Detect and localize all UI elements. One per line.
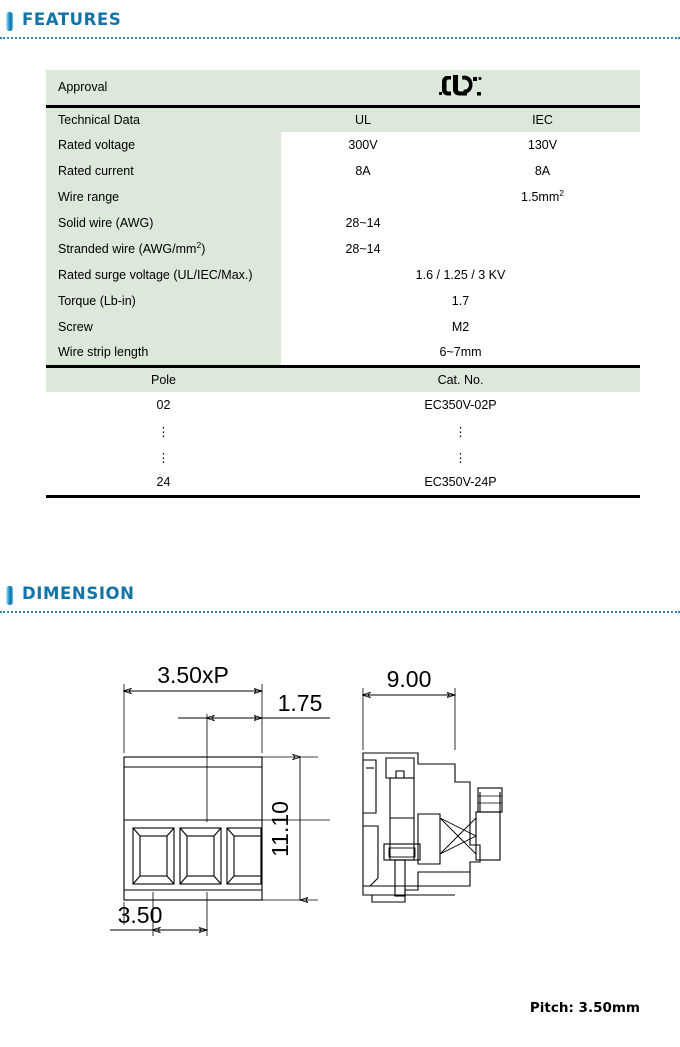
pole-value: ⋮ [46, 444, 281, 470]
table-row [46, 132, 640, 158]
row-value-iec [445, 184, 640, 210]
row-label: Rated surge voltage (UL/IEC/Max.) [46, 262, 281, 288]
section-bar-icon [6, 586, 13, 605]
cat-no-value: ⋮ [281, 444, 640, 470]
row-value-iec-text: 1.5mm [521, 190, 560, 204]
row-value-merged: 1.6 / 1.25 / 3 KV [281, 262, 640, 288]
row-value-iec: 130V [445, 132, 640, 158]
pole-value: 02 [46, 392, 281, 418]
dim-label-depth: 9.00 [386, 666, 432, 692]
table-row [46, 444, 640, 470]
row-label: Rated voltage [46, 132, 281, 158]
row-value-merged: 6~7mm [281, 340, 640, 366]
table-row [46, 392, 640, 418]
row-label: Torque (Lb-in) [46, 288, 281, 314]
row-label-tail: ) [201, 242, 206, 256]
dim-label-offset: 1.75 [277, 690, 323, 716]
row-value-merged: M2 [281, 314, 640, 340]
table-row [46, 314, 640, 340]
table-row [46, 262, 640, 288]
dimension-section-header [0, 578, 680, 614]
pitch-note: Pitch: 3.50mm [529, 1000, 640, 1016]
features-section-header [0, 4, 680, 40]
row-value-ul: 300V [281, 132, 445, 158]
row-value-iec: 8A [445, 158, 640, 184]
specification-table [46, 70, 640, 498]
dim-label-width: 3.50xP [157, 662, 229, 688]
row-label: Screw [46, 314, 281, 340]
table-row [46, 288, 640, 314]
cat-no-value: EC350V-24P [281, 470, 640, 496]
ul-mark-cell [281, 70, 640, 106]
table-row-approval [46, 70, 640, 106]
table-row-pole-header [46, 366, 640, 392]
features-divider [0, 37, 680, 39]
table-row [46, 470, 640, 496]
row-value-ul: 8A [281, 158, 445, 184]
row-label-sup: 2 [196, 239, 202, 250]
dimension-drawing [0, 640, 680, 970]
col-header-ul: UL [281, 106, 445, 132]
row-value-iec [445, 236, 640, 262]
table-row [46, 418, 640, 444]
col-header-pole: Pole [46, 366, 281, 392]
cat-no-value: EC350V-02P [281, 392, 640, 418]
col-header-cat-no: Cat. No. [281, 366, 640, 392]
features-title: FEATURES [22, 10, 122, 29]
row-value-merged: 1.7 [281, 288, 640, 314]
section-bar-icon [6, 12, 13, 31]
row-value-iec [445, 210, 640, 236]
row-value-ul [281, 184, 445, 210]
dim-label-height: 11.10 [267, 801, 293, 857]
pole-value: ⋮ [46, 418, 281, 444]
col-header-iec: IEC [445, 106, 640, 132]
row-label-text: Stranded wire (AWG/mm [58, 242, 197, 256]
ul-mark-icon [436, 73, 486, 102]
dimension-divider [0, 611, 680, 613]
row-label [46, 236, 281, 262]
table-row [46, 184, 640, 210]
row-label: Wire strip length [46, 340, 281, 366]
dimension-drawing-svg [0, 640, 680, 970]
approval-label: Approval [46, 70, 281, 106]
cat-no-value: ⋮ [281, 418, 640, 444]
tech-data-label: Technical Data [46, 106, 281, 132]
pole-value: 24 [46, 470, 281, 496]
row-value-ul: 28~14 [281, 210, 445, 236]
row-label: Solid wire (AWG) [46, 210, 281, 236]
dim-label-pitch: 3.50 [117, 902, 163, 928]
row-value-ul: 28~14 [281, 236, 445, 262]
table-row-header [46, 106, 640, 132]
row-label: Wire range [46, 184, 281, 210]
row-label: Rated current [46, 158, 281, 184]
dimension-title: DIMENSION [22, 584, 135, 603]
table-row [46, 340, 640, 366]
table-row [46, 158, 640, 184]
row-value-iec-sup: 2 [559, 187, 564, 198]
table-row [46, 210, 640, 236]
table-row [46, 236, 640, 262]
